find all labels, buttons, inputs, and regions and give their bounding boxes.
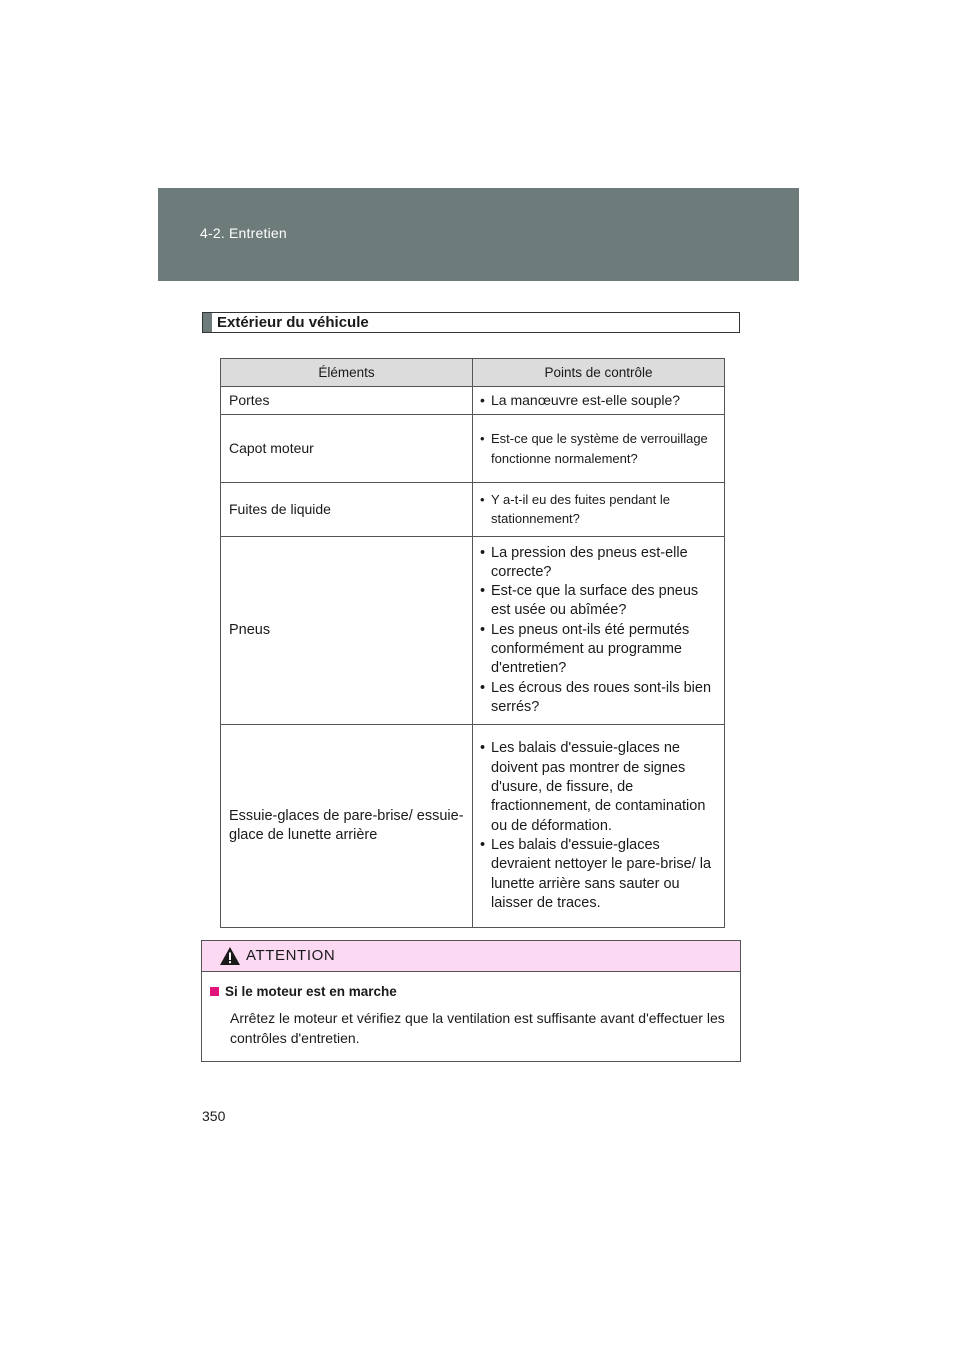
attention-box	[201, 940, 741, 1062]
check-point: • Les balais d'essuie-glaces ne doivent pas montrer de signes d'usure, de fissure, de fractionnement, de contamination ou de déformation.	[480, 740, 706, 834]
row-points	[473, 415, 725, 483]
section-title-text: Extérieur du véhicule	[217, 314, 369, 331]
check-point: • Y a-t-il eu des fuites pendant le stationnement?	[480, 492, 670, 527]
check-point: • La manœuvre est-elle souple?	[480, 391, 681, 408]
check-point: • La pression des pneus est-elle correcte?	[480, 544, 688, 580]
section-title	[202, 312, 740, 333]
check-point: • Les pneus ont-ils été permutés conformément au programme d'entretien?	[480, 621, 690, 677]
table-row	[221, 415, 725, 483]
section-title-bar	[203, 313, 212, 332]
warning-icon	[219, 946, 241, 971]
col-header-items: Éléments	[221, 359, 473, 387]
row-item: Capot moteur	[221, 415, 473, 483]
header-band	[158, 188, 799, 281]
table-row	[221, 387, 725, 415]
attention-header	[202, 941, 740, 972]
row-item: Portes	[221, 387, 473, 415]
row-points	[473, 536, 725, 725]
check-point: • Les balais d'essuie-glaces devraient nettoyer le pare-brise/ la lunette arrière sans sauter ou laisser de traces.	[480, 836, 712, 911]
checks-table	[220, 358, 725, 928]
attention-title: ATTENTION	[246, 947, 336, 964]
check-point: • Les écrous des roues sont-ils bien serrés?	[480, 679, 712, 715]
attention-subtitle: Si le moteur est en marche	[210, 984, 397, 999]
page-number: 350	[202, 1108, 226, 1124]
square-bullet-icon	[210, 987, 219, 996]
check-point: • Est-ce que le système de verrouillage fonctionne normalement?	[480, 431, 708, 466]
check-point: • Est-ce que la surface des pneus est usée ou abîmée?	[480, 583, 699, 619]
row-points	[473, 387, 725, 415]
table-header-row	[221, 359, 725, 387]
attention-body: Arrêtez le moteur et vérifiez que la ventilation est suffisante avant d'effectuer les contrôles d'entretien.	[230, 1010, 725, 1046]
col-header-points: Points de contrôle	[473, 359, 725, 387]
table-row	[221, 725, 725, 928]
row-item: Essuie-glaces de pare-brise/ essuie-glace de lunette arrière	[221, 725, 473, 928]
row-points	[473, 483, 725, 537]
table-row	[221, 536, 725, 725]
row-item: Fuites de liquide	[221, 483, 473, 537]
row-points	[473, 725, 725, 928]
section-label: 4-2. Entretien	[200, 225, 287, 241]
table-row	[221, 483, 725, 537]
row-item: Pneus	[221, 536, 473, 725]
